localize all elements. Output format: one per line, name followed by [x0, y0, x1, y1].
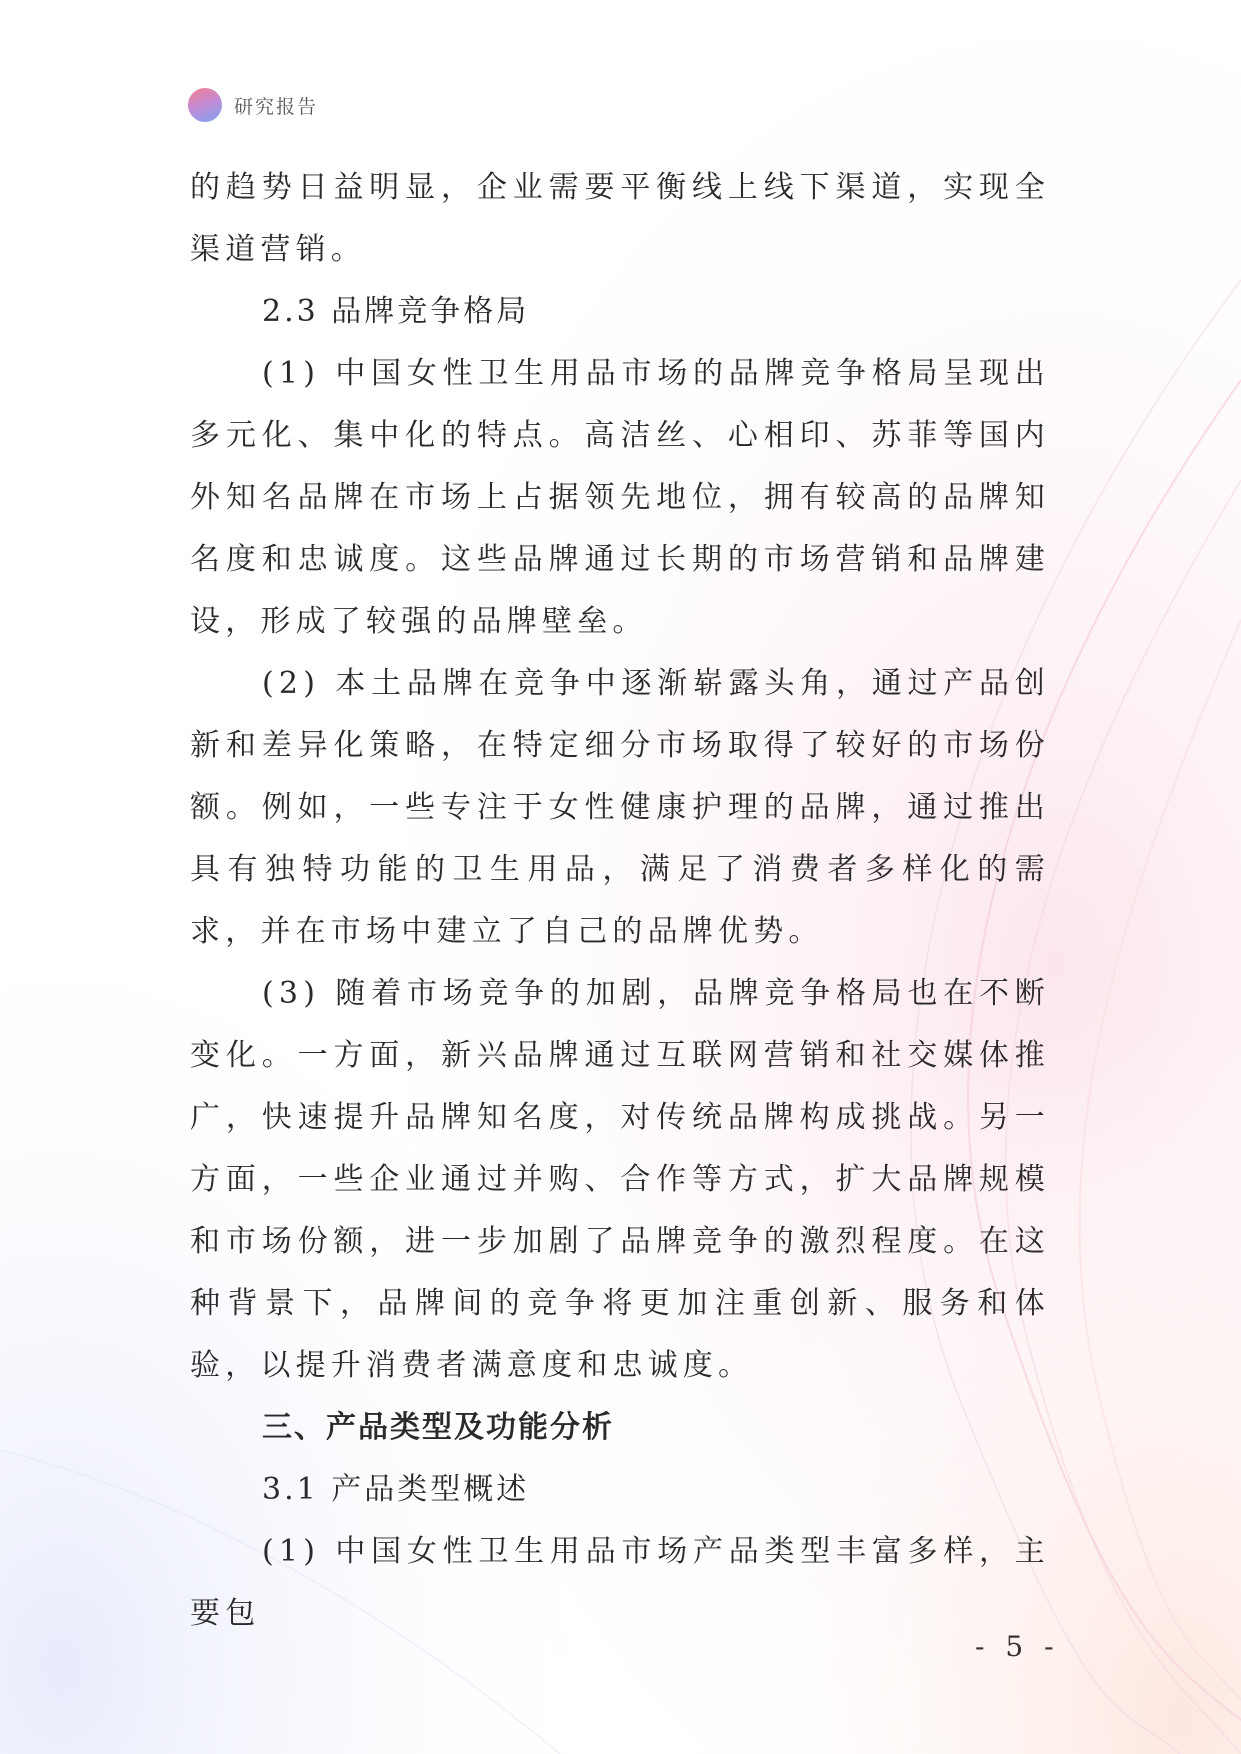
paragraph-continuation: 的趋势日益明显，企业需要平衡线上线下渠道，实现全渠道营销。: [190, 170, 1050, 267]
section-heading-2-3: 2.3 品牌竞争格局: [262, 294, 530, 329]
section-heading-3-1: 3.1 产品类型概述: [262, 1472, 530, 1507]
chapter-heading-3: 三、产品类型及功能分析: [262, 1410, 614, 1445]
paragraph-1: (1) 中国女性卫生用品市场的品牌竞争格局呈现出多元化、集中化的特点。高洁丝、心相印、苏菲等国内外知名品牌在市场上占据领先地位，拥有较高的品牌知名度和忠诚度。这些品牌通过长期的市场营销和品牌建设，形成了较强的品牌壁垒。: [190, 356, 1050, 639]
document-body: [190, 157, 1050, 1645]
page-number: - 5 -: [975, 1630, 1060, 1663]
logo-circle-icon: [188, 88, 222, 122]
paragraph-2: (2) 本土品牌在竞争中逐渐崭露头角，通过产品创新和差异化策略，在特定细分市场取得了较好的市场份额。例如，一些专注于女性健康护理的品牌，通过推出具有独特功能的卫生用品，满足了消费者多样化的需求，并在市场中建立了自己的品牌优势。: [190, 666, 1050, 949]
paragraph-4: (1) 中国女性卫生用品市场产品类型丰富多样，主要包: [190, 1534, 1050, 1631]
report-header: [188, 88, 318, 122]
header-label: 研究报告: [234, 95, 319, 118]
paragraph-3: (3) 随着市场竞争的加剧，品牌竞争格局也在不断变化。一方面，新兴品牌通过互联网营销和社交媒体推广，快速提升品牌知名度，对传统品牌构成挑战。另一方面，一些企业通过并购、合作等方式，扩大品牌规模和市场份额，进一步加剧了品牌竞争的激烈程度。在这种背景下，品牌间的竞争将更加注重创新、服务和体验，以提升消费者满意度和忠诚度。: [190, 976, 1050, 1383]
